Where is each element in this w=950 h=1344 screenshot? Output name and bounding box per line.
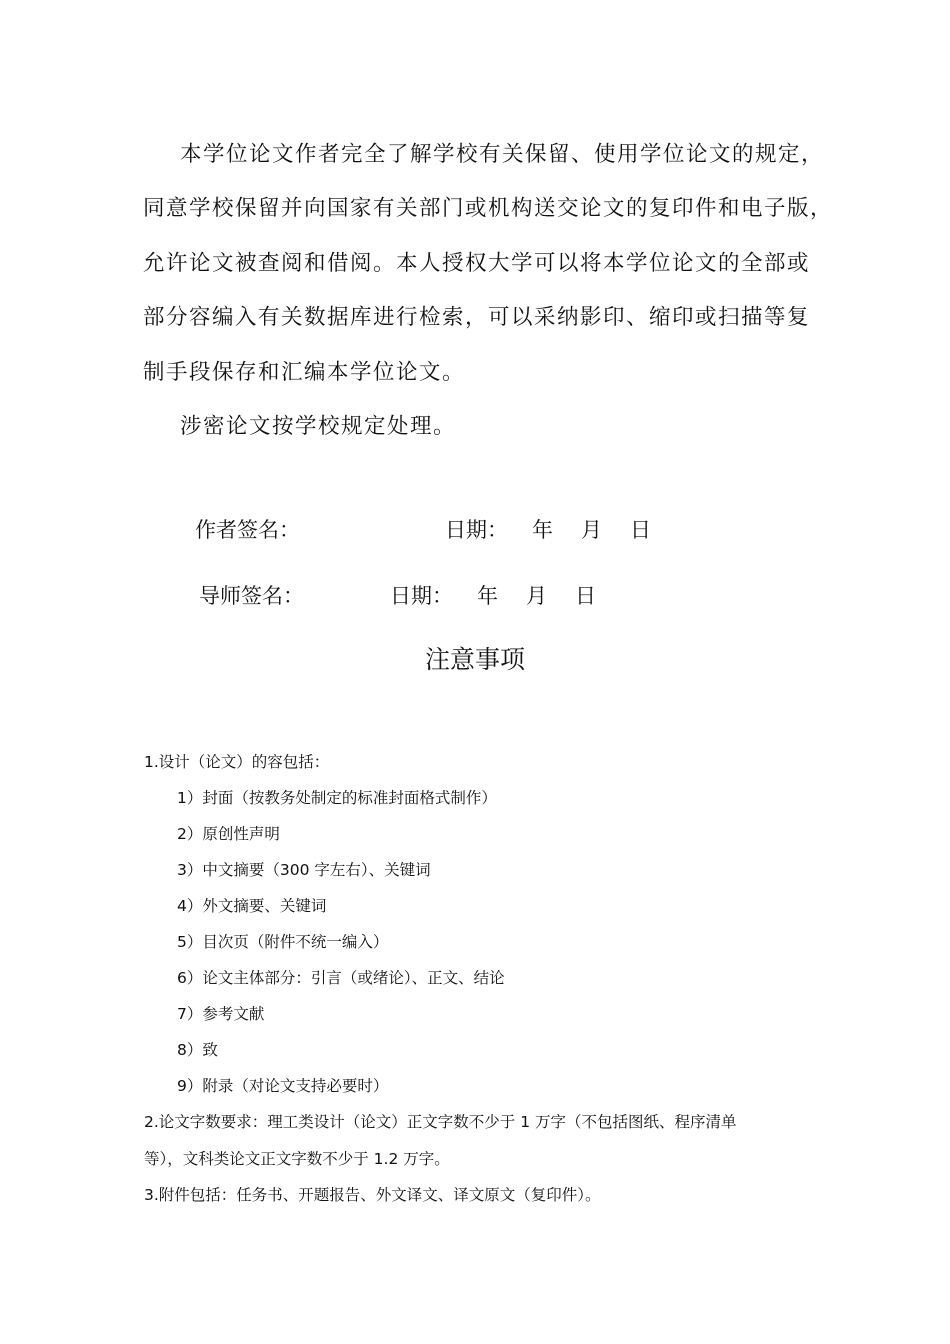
notes-sub-item: 7）参考文献 xyxy=(177,1005,265,1023)
notes-sub-item: 2）原创性声明 xyxy=(177,825,280,843)
author-date-year: 年 xyxy=(532,518,553,542)
notes-sub-item: 4）外文摘要、关键词 xyxy=(177,897,327,915)
notes-sub-item: 1）封面（按教务处制定的标准封面格式制作） xyxy=(177,789,497,807)
supervisor-date-label: 日期： xyxy=(390,584,453,608)
notes-item-3: 3.附件包括：任务书、开题报告、外文译文、译文原文（复印件）。 xyxy=(144,1186,601,1204)
notes-sub-item: 8）致 xyxy=(177,1041,218,1059)
author-date-label: 日期： xyxy=(445,518,508,542)
notes-sub-item: 3）中文摘要（300 字左右）、关键词 xyxy=(177,861,431,879)
notes-sub-item: 5）目次页（附件不统一编入） xyxy=(177,933,389,951)
supervisor-date-month: 月 xyxy=(526,584,547,608)
supervisor-signature-label: 导师签名： xyxy=(199,584,304,608)
declaration-line-3: 允许论文被查阅和借阅。本人授权大学可以将本学位论文的全部或 xyxy=(143,251,811,276)
notes-title: 注意事项 xyxy=(424,645,525,674)
notes-sub-item: 9）附录（对论文支持必要时） xyxy=(177,1077,389,1095)
author-date-month: 月 xyxy=(581,518,602,542)
author-date-day: 日 xyxy=(630,518,651,542)
notes-item-1: 1.设计（论文）的容包括： xyxy=(144,753,330,771)
notes-item-2-line-2: 等），文科类论文正文字数不少于 1.2 万字。 xyxy=(144,1150,450,1168)
declaration-line-2: 同意学校保留并向国家有关部门或机构送交论文的复印件和电子版， xyxy=(143,196,834,221)
author-signature-label: 作者签名： xyxy=(195,518,300,542)
declaration-line-1: 本学位论文作者完全了解学校有关保留、使用学位论文的规定， xyxy=(180,142,825,167)
supervisor-date-year: 年 xyxy=(477,584,498,608)
notes-sub-item: 6）论文主体部分：引言（或绪论）、正文、结论 xyxy=(177,969,505,987)
notes-item-2-line-1: 2.论文字数要求：理工类设计（论文）正文字数不少于 1 万字（不包括图纸、程序清单 xyxy=(144,1113,737,1131)
secret-note: 涉密论文按学校规定处理。 xyxy=(180,414,457,439)
declaration-line-5: 制手段保存和汇编本学位论文。 xyxy=(143,360,466,385)
supervisor-date-day: 日 xyxy=(575,584,596,608)
declaration-line-4: 部分容编入有关数据库进行检索，可以采纳影印、缩印或扫描等复 xyxy=(143,305,811,330)
